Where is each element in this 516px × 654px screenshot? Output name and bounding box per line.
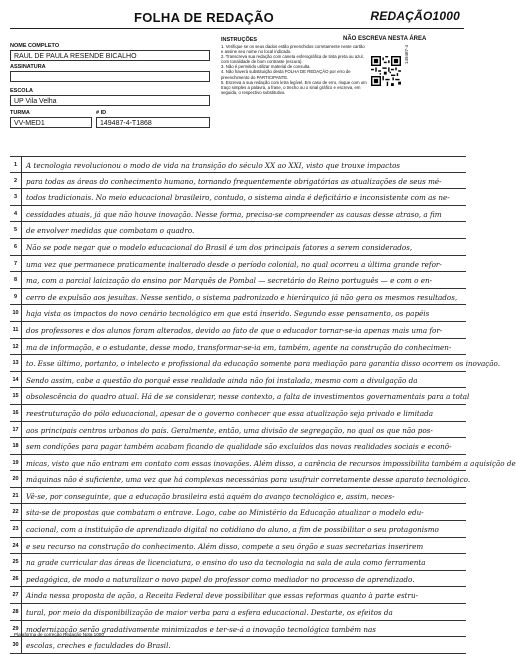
brand-logo	[370, 9, 460, 23]
line-number: 2	[10, 173, 22, 189]
line-text: ma, com a parcial laicização do ensino por Marquês de Pombal — secretário do Reino português — e com o en-	[26, 276, 433, 286]
essay-line	[10, 322, 466, 339]
school-field[interactable]: UP Vila Velha	[10, 95, 210, 106]
line-number: 8	[10, 272, 22, 288]
no-write-label: NÃO ESCREVA NESTA ÁREA	[343, 36, 427, 42]
line-text: uma vez que permanece praticamente inalterado desde o período colonial, no qual ocorreu a última grande refor-	[26, 259, 442, 269]
instruction-item: 4. Não haverá substituição desta FOLHA DE REDAÇÃO por erro de preenchimento do PARTICIPANTE.	[221, 69, 351, 80]
page-title: FOLHA DE REDAÇÃO	[134, 10, 275, 25]
line-text: cacional, com a instituição de aprendizado digital no cotidiano do aluno, a fim de possibilitar o seu protagonismo	[26, 525, 439, 535]
line-number: 18	[10, 438, 22, 454]
line-number: 3	[10, 189, 22, 205]
essay-line	[10, 222, 466, 239]
essay-line	[10, 305, 466, 322]
id-label: # ID	[96, 110, 107, 116]
line-text: Ainda nessa proposta de ação, a Receita Federal deve possibilitar que essas reformas quanto à parte estru-	[26, 591, 419, 601]
line-number: 26	[10, 571, 22, 587]
essay-line	[10, 355, 501, 372]
line-number: 12	[10, 339, 22, 355]
line-text: escolas, creches e faculdades do Brasil.	[26, 641, 171, 651]
footer-text: Plataforma de correção Redação Nota 1000	[14, 632, 104, 637]
line-number: 11	[10, 322, 22, 338]
line-text: Vê-se, por conseguinte, que a educação brasileira está aquém do avanço tecnológico e, assim, neces-	[26, 491, 395, 501]
line-text: ma de informação, e o estudante, desse modo, transformar-se-ia em, também, agente na construção do conhecimen-	[26, 342, 452, 352]
line-number: 17	[10, 422, 22, 438]
line-text: modernização serão gradativamente minimizados e ter-se-á a inovação tecnológica também nas	[26, 624, 376, 634]
id-field[interactable]: 149487-4-T1868	[96, 117, 210, 128]
essay-line	[10, 272, 466, 289]
line-text: haja vista os impactos do novo cenário tecnológico em que está inserido. Segundo esse pensamento, os papéis	[26, 309, 430, 319]
essay-line	[10, 438, 466, 455]
line-text: aos principais centros urbanos do país. Geralmente, então, uma divisão de segregação, no qual os que não pos-	[26, 425, 433, 435]
line-text: máquinas não é suficiente, uma vez que há complexas necessárias para usufruir corretamente desse aparato tecnológico.	[26, 475, 471, 485]
class-field[interactable]: VV-MED1	[10, 117, 92, 128]
logo-word: REDAÇÃO	[370, 9, 433, 23]
essay-line	[10, 206, 466, 223]
line-text: A tecnologia revolucionou o modo de vida na transição do século XX ao XXI, visto que trouxe impactos	[26, 161, 401, 170]
signature-field[interactable]	[10, 71, 210, 82]
essay-line	[10, 455, 516, 472]
line-text: de envolver medidas que combatam o quadro.	[26, 226, 195, 236]
line-number: 22	[10, 504, 22, 520]
line-text: tural, por meio da disponibilização de maior verba para a esfera educacional. Destarte, os efeitos da	[26, 608, 393, 618]
essay-lines	[10, 156, 516, 654]
line-number: 16	[10, 405, 22, 421]
line-number: 29	[10, 621, 22, 637]
line-text: cessidades atuais, já que não houve inovação. Nesse forma, precisa-se compreender as causas desse atraso, a fim	[26, 209, 442, 219]
instruction-item: 2. Transcreva sua redação com caneta esferográfica de tinta preta ou azul, com tonalidade de bom contraste (escura).	[221, 54, 364, 65]
qr-code-label: 149487-4	[404, 44, 409, 64]
line-number: 10	[10, 305, 22, 321]
essay-line	[10, 388, 470, 405]
line-number: 19	[10, 455, 22, 471]
essay-line	[10, 538, 466, 555]
instructions-title: INSTRUÇÕES	[221, 37, 258, 43]
line-text: dos professores e dos alunos foram alterados, devido ao fato de que o educador tornar-se-ia apenas mais uma for-	[26, 325, 443, 335]
essay-sheet	[6, 8, 516, 651]
line-number: 9	[10, 289, 22, 305]
header-divider	[10, 28, 464, 29]
instructions-list	[221, 44, 367, 95]
line-number: 13	[10, 355, 22, 371]
essay-line	[10, 156, 466, 173]
essay-line	[10, 587, 466, 604]
line-text: e seu recurso na construção do conhecimento. Além disso, compete a seu órgão e suas secretarias inserirem	[26, 541, 424, 551]
line-number: 1	[10, 157, 22, 172]
line-number: 15	[10, 388, 22, 404]
line-number: 4	[10, 206, 22, 222]
line-text: sem condições para pagar também acabam ficando de qualidade são excluídos das novas realidades sociais e econô-	[26, 442, 452, 452]
line-text: para todas as áreas do conhecimento humano, tornando frequentemente obrigatórias as atualizações de seus mé-	[26, 176, 442, 186]
essay-line	[10, 189, 466, 206]
signature-label: ASSINATURA	[10, 64, 46, 70]
line-text: cerro de expulsão aos jesuítas. Nesse sentido, o sistema padronizado e hierárquico já não gera os mesmos resultados,	[26, 292, 458, 302]
line-number: 7	[10, 256, 22, 272]
line-number: 27	[10, 587, 22, 603]
instruction-item: 3. Não é permitido utilizar material de consulta.	[221, 64, 311, 70]
essay-line	[10, 571, 466, 588]
line-text: pedagógica, de modo a naturalizar o novo papel do professor como mediador no processo de aprendizado.	[26, 574, 415, 584]
line-text: to. Esse último, portanto, o intelecto e profissional da educação somente para mediação para garantia disso ocorrem os inovação.	[26, 359, 501, 369]
line-text: todos tradicionais. No meio educacional brasileiro, contudo, o sistema ainda é deficitário e inconsistente com as ne-	[26, 193, 450, 203]
line-text: micas, visto que não entram em contato com essas inovações. Além disso, a carência de recursos impossibilita também a aquisição de	[26, 458, 516, 468]
essay-line	[10, 173, 466, 190]
line-text: na grade curricular das áreas de licenciatura, o ensino do uso da tecnologia na sala de aula como ferramenta	[26, 558, 426, 568]
line-text: reestruturação do pólo educacional, apesar de o governo conhecer que essa atualização seja privado e limitada	[26, 408, 433, 418]
essay-line	[10, 554, 466, 571]
line-number: 28	[10, 604, 22, 620]
line-text: obsolescência do quadro atual. Há de se considerar, nesse contexto, a falta de investimentos governamentais para a total	[26, 392, 470, 402]
instruction-item: 1. Verifique se os seus dados estão preenchidos corretamente neste cartão e assine seu nome no local indicado.	[221, 44, 365, 55]
essay-line	[10, 372, 466, 389]
line-number: 24	[10, 538, 22, 554]
class-label: TURMA	[10, 110, 30, 116]
essay-line	[10, 422, 466, 439]
name-field[interactable]: RAUL DE PAULA RESENDE BICALHO	[10, 50, 210, 61]
essay-line	[10, 289, 466, 306]
line-number: 21	[10, 488, 22, 504]
line-number: 6	[10, 239, 22, 255]
school-label: ESCOLA	[10, 88, 33, 94]
line-text: Sendo assim, cabe a questão do porquê esse realidade ainda não foi instalada, mesmo com a divulgação da	[26, 375, 418, 385]
line-number: 30	[10, 637, 22, 653]
line-number: 23	[10, 521, 22, 537]
logo-number: 1000	[432, 9, 460, 23]
essay-line	[10, 239, 466, 256]
line-number: 25	[10, 554, 22, 570]
essay-line	[10, 405, 466, 422]
essay-line	[10, 637, 466, 654]
essay-line	[10, 604, 466, 621]
instruction-item: 5. Escreva a sua redação com letra legível. Em caso de erro, risque com um traço simples a palavra, a frase, o trecho ou o sinal gráfico e escreva, em seguida, o respectivo substitutivo.	[221, 79, 367, 95]
line-text: sita-se de propostas que combatam o entrave. Logo, cabe ao Ministério da Educação atualizar o modelo edu-	[26, 508, 424, 518]
line-number: 20	[10, 471, 22, 487]
essay-line	[10, 339, 466, 356]
essay-line	[10, 471, 471, 488]
line-number: 14	[10, 372, 22, 388]
essay-line	[10, 504, 466, 521]
name-label: NOME COMPLETO	[10, 43, 60, 49]
qr-code-icon	[371, 56, 401, 86]
essay-line	[10, 488, 466, 505]
line-text: Não se pode negar que o modelo educacional do Brasil é um dos principais fatores a serem considerados,	[26, 242, 413, 252]
line-number: 5	[10, 222, 22, 238]
essay-line	[10, 256, 466, 273]
essay-line	[10, 521, 466, 538]
